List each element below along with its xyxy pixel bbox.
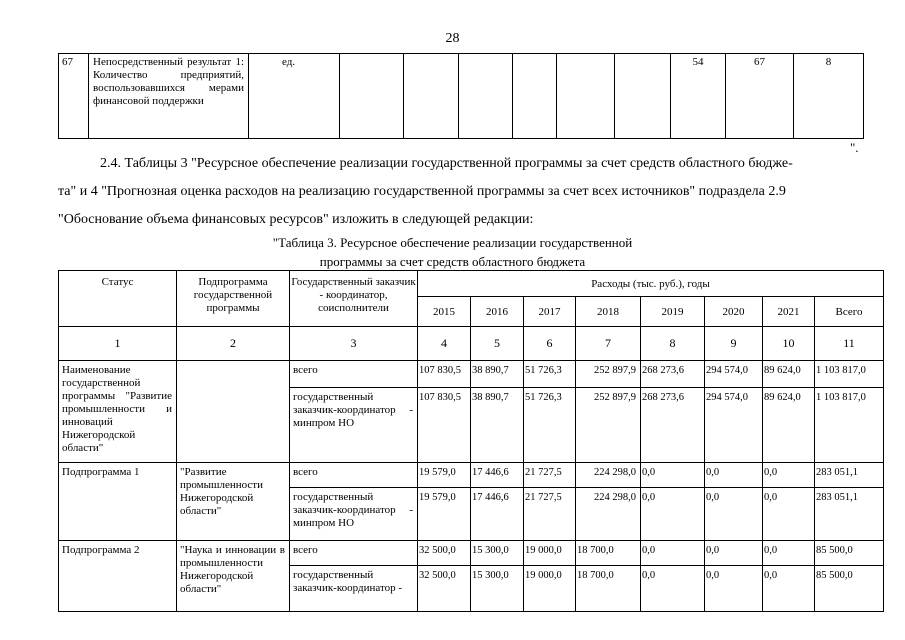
customer-cell: всего (290, 361, 418, 388)
value-cell: 51 726,3 (524, 388, 576, 463)
customer-cell: государственный заказчик-координатор - минпром НО (290, 488, 418, 541)
header-year: 2016 (471, 297, 524, 327)
column-index: 1 (59, 327, 177, 361)
header-year: 2019 (641, 297, 705, 327)
header-year: 2021 (763, 297, 815, 327)
header-status: Статус (59, 271, 177, 327)
value-cell: 15 300,0 (471, 566, 524, 612)
table-caption: "Таблица 3. Ресурсное обеспечение реализации государственной (272, 235, 633, 250)
status-cell: Подпрограмма 1 (59, 463, 177, 541)
value-cell: 252 897,9 (576, 388, 641, 463)
value-cell: 294 574,0 (705, 388, 763, 463)
row-number: 67 (59, 54, 89, 139)
empty-cell (404, 54, 459, 139)
value-cell: 32 500,0 (418, 566, 471, 612)
value-cell: 32 500,0 (418, 541, 471, 566)
value-cell: 0,0 (705, 541, 763, 566)
value-cell: 0,0 (763, 488, 815, 541)
column-index: 3 (290, 327, 418, 361)
header-year: 2018 (576, 297, 641, 327)
value-cell: 89 624,0 (763, 361, 815, 388)
value-cell: 51 726,3 (524, 361, 576, 388)
subprogram-cell (177, 361, 290, 463)
table-row (59, 54, 864, 139)
status-cell: Наименование государственной программы "Развитие промышленности и инноваций Нижегородской области" (59, 361, 177, 463)
subprogram-cell: "Развитие промышленности Нижегородской области" (177, 463, 290, 541)
value-cell: 107 830,5 (418, 388, 471, 463)
value-cell: 0,0 (641, 566, 705, 612)
value-cell: 224 298,0 (576, 463, 641, 488)
value-cell: 1 103 817,0 (815, 388, 884, 463)
indicator-unit: ед. (249, 54, 340, 139)
value-cell: 0,0 (705, 566, 763, 612)
customer-cell: всего (290, 463, 418, 488)
closing-quote: ". (850, 140, 859, 155)
value-cell: 283 051,1 (815, 463, 884, 488)
table-caption: программы за счет средств областного бюджета (319, 254, 586, 269)
header-total: Всего (815, 297, 884, 327)
value-cell: 0,0 (763, 566, 815, 612)
customer-cell: всего (290, 541, 418, 566)
value-cell: 0,0 (763, 463, 815, 488)
value-cell: 0,0 (641, 488, 705, 541)
header-year: 2017 (524, 297, 576, 327)
value-cell: 38 890,7 (471, 361, 524, 388)
column-index: 11 (815, 327, 884, 361)
value-cell: 19 579,0 (418, 488, 471, 541)
value-cell: 0,0 (763, 541, 815, 566)
value-cell: 17 446,6 (471, 463, 524, 488)
table-row (59, 541, 884, 566)
value-cell: 85 500,0 (815, 541, 884, 566)
indicator-value: 67 (726, 54, 794, 139)
value-cell: 19 000,0 (524, 566, 576, 612)
indicator-value: 8 (794, 54, 864, 139)
column-index: 2 (177, 327, 290, 361)
value-cell: 21 727,5 (524, 463, 576, 488)
customer-cell: государственный заказчик-координатор - (290, 566, 418, 612)
value-cell: 0,0 (641, 463, 705, 488)
empty-cell (459, 54, 513, 139)
paragraph-line: 2.4. Таблицы 3 "Ресурсное обеспечение реализации государственной программы за счет средств областного бюдже- (100, 156, 793, 171)
value-cell: 15 300,0 (471, 541, 524, 566)
column-index: 4 (418, 327, 471, 361)
table-row (59, 361, 884, 388)
table-row (59, 463, 884, 488)
value-cell: 19 000,0 (524, 541, 576, 566)
empty-cell (615, 54, 671, 139)
status-cell: Подпрограмма 2 (59, 541, 177, 612)
value-cell: 21 727,5 (524, 488, 576, 541)
page-number: 28 (445, 31, 460, 46)
value-cell: 0,0 (705, 463, 763, 488)
value-cell: 268 273,6 (641, 361, 705, 388)
empty-cell (340, 54, 404, 139)
resource-table (58, 270, 884, 612)
header-subprogram: Подпрограмма государственной программы (177, 271, 290, 327)
column-index: 5 (471, 327, 524, 361)
continued-indicator-table (58, 53, 864, 139)
value-cell: 38 890,7 (471, 388, 524, 463)
value-cell: 19 579,0 (418, 463, 471, 488)
header-customer: Государственный заказчик - координатор, соисполнители (290, 271, 418, 327)
indicator-value: 54 (671, 54, 726, 139)
value-cell: 294 574,0 (705, 361, 763, 388)
index-row (59, 327, 884, 361)
header-expenses: Расходы (тыс. руб.), годы (418, 271, 884, 297)
paragraph-line: та" и 4 "Прогнозная оценка расходов на реализацию государственной программы за счет всех источников" подраздела 2.9 (58, 184, 786, 199)
column-index: 10 (763, 327, 815, 361)
empty-cell (513, 54, 557, 139)
column-index: 9 (705, 327, 763, 361)
column-index: 7 (576, 327, 641, 361)
column-index: 8 (641, 327, 705, 361)
value-cell: 89 624,0 (763, 388, 815, 463)
header-row (59, 271, 884, 297)
header-year: 2020 (705, 297, 763, 327)
subprogram-cell: "Наука и инновации в промышленности Нижегородской области" (177, 541, 290, 612)
value-cell: 268 273,6 (641, 388, 705, 463)
value-cell: 18 700,0 (576, 566, 641, 612)
header-year: 2015 (418, 297, 471, 327)
column-index: 6 (524, 327, 576, 361)
paragraph-line: "Обоснование объема финансовых ресурсов" изложить в следующей редакции: (58, 212, 534, 227)
value-cell: 224 298,0 (576, 488, 641, 541)
value-cell: 1 103 817,0 (815, 361, 884, 388)
value-cell: 0,0 (705, 488, 763, 541)
value-cell: 85 500,0 (815, 566, 884, 612)
value-cell: 17 446,6 (471, 488, 524, 541)
value-cell: 107 830,5 (418, 361, 471, 388)
indicator-name: Непосредственный результат 1: Количество предприятий, воспользовавшихся мерами финансовой поддержки (89, 54, 249, 139)
value-cell: 0,0 (641, 541, 705, 566)
empty-cell (557, 54, 615, 139)
value-cell: 252 897,9 (576, 361, 641, 388)
value-cell: 18 700,0 (576, 541, 641, 566)
value-cell: 283 051,1 (815, 488, 884, 541)
customer-cell: государственный заказчик-координатор - минпром НО (290, 388, 418, 463)
